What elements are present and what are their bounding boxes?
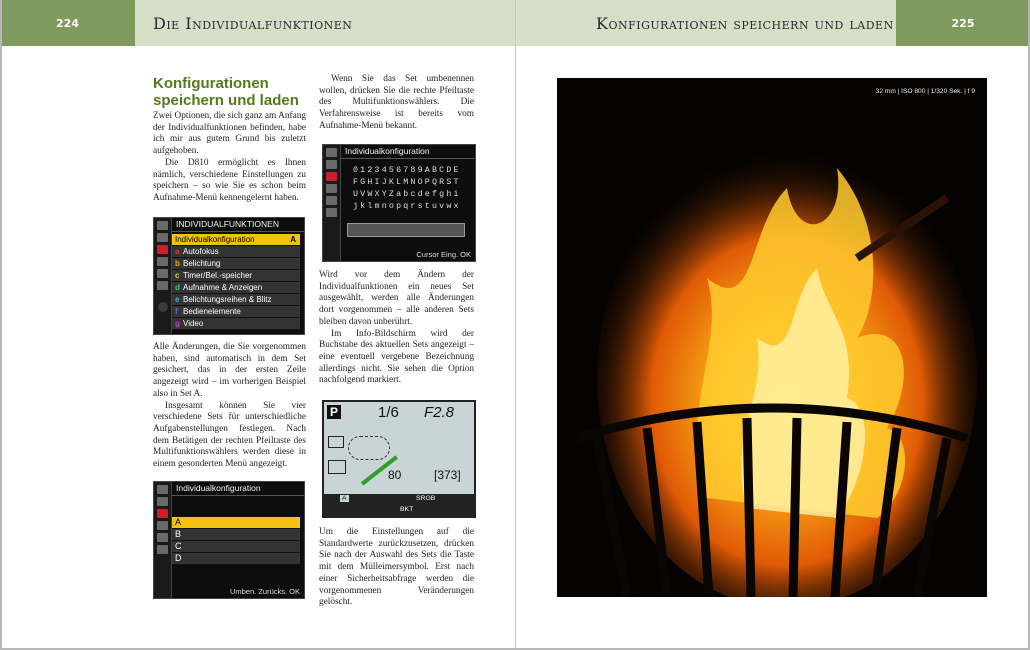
text-column-2-end: [319, 527, 474, 609]
paragraph: Die D810 ermöglicht es Ihnen nämlich, verschiedene Einstellungen zu speichern – so wie Sie es schon beim Aufnahme-Menü kennengelernt haben.: [153, 157, 306, 203]
retouch-icon: [326, 196, 337, 205]
my-menu-icon: [157, 545, 168, 554]
wrench-icon: [326, 184, 337, 193]
wrench-icon: [157, 257, 168, 266]
menu-item-label: Timer/Bel.-speicher: [183, 271, 253, 280]
playback-icon: [326, 148, 337, 157]
menu-item-label: Autofokus: [183, 247, 219, 256]
my-menu-icon: [157, 281, 168, 290]
fire-basket-photo: [557, 78, 987, 597]
screen-title: Individualkonfiguration: [341, 145, 475, 159]
menu-item-label: Video: [183, 319, 204, 328]
paragraph: Wird vor dem Ändern der Individualfunktionen ein neues Set ausgewählt, werden alle Änderungen dort vorgenommen – alle anderen Sets bleiben davon unberührt.: [319, 270, 474, 327]
set-item-a[interactable]: A: [172, 517, 300, 529]
playback-icon: [157, 485, 168, 494]
flame-illustration: [557, 78, 987, 597]
frames-remaining: [373]: [434, 468, 461, 482]
af-area-icon: [328, 460, 346, 474]
menu-tab-sidebar: [154, 482, 172, 598]
set-item-d[interactable]: D: [172, 553, 300, 565]
character-row[interactable]: UVWXYZabcdefghi: [353, 190, 461, 199]
character-row[interactable]: jklmnopqrstuvwx: [353, 202, 461, 211]
pencil-icon: [157, 245, 168, 254]
paragraph: Alle Änderungen, die Sie vorgenommen haben, sind automatisch in dem Set gesichert, das in der ersten Zeile angezeigt wird – im vorherigen Beispiel also in Set A.: [153, 342, 306, 399]
menu-tab-sidebar: [323, 145, 341, 261]
iso-value: 80: [388, 468, 402, 482]
retouch-icon: [157, 533, 168, 542]
camera-icon: [157, 233, 168, 242]
page-number-right: 225: [896, 0, 1030, 46]
menu-title: INDIVIDUALFUNKTIONEN: [172, 218, 304, 232]
metering-icon: [348, 436, 390, 460]
menu-letter: c: [175, 271, 180, 280]
camera-icon: [157, 497, 168, 506]
right-page: [516, 0, 1030, 650]
help-icon: [158, 302, 168, 312]
info-display-screen: [322, 400, 476, 518]
color-space: SRGB: [416, 495, 436, 502]
paragraph: Wenn Sie das Set umbenennen wollen, drücken Sie die rechte Pfeiltaste des Multifunktionswählers. Die Verfahrensweise ist bereits vom Aufnahme-Menü bekannt.: [319, 74, 474, 131]
menu-letter: g: [175, 319, 180, 328]
screen-footer-hints: Cursor Eing. OK: [416, 250, 471, 259]
paragraph: Um die Einstellungen auf die Standardwerte zurückzusetzen, drücken Sie nach der Auswahl des Sets die Taste mit dem Mülleimersymbol. Erst nach einer Sicherheitsabfrage werden die vorgenommenen Veränderungen gelöscht.: [319, 527, 474, 608]
menu-item-aufnahme[interactable]: [172, 282, 300, 294]
bracketing-label: BKT: [400, 506, 414, 513]
paragraph: Insgesamt können Sie vier verschiedene Sets für unterschiedliche Aufgabenstellungen festlegen. Nach dem Betätigen der rechten Pfeiltaste des Multifunktionswählers werden diese in einem gesonderten Menü angezeigt.: [153, 400, 306, 470]
menu-item-label: Bedienelemente: [183, 307, 241, 316]
menu-item-individualkonfiguration[interactable]: [172, 234, 300, 246]
menu-item-label: Belichtungsreihen & Blitz: [183, 295, 272, 304]
menu-item-autofokus[interactable]: [172, 246, 300, 258]
paragraph: Im Info-Bildschirm wird der Buchstabe des aktuellen Sets angezeigt – eine eventuell vergebene Bezeichnung allerdings nicht. Sie sehen die Option nachfolgend markiert.: [319, 328, 474, 386]
photo-exif-caption: 32 mm | ISO 800 | 1/320 Sek. | f 9: [875, 88, 975, 95]
text-column-1-continued: [153, 342, 306, 471]
playback-icon: [157, 221, 168, 230]
section-heading: Konfigurationen speichern und laden: [153, 75, 299, 109]
character-row[interactable]: FGHIJKLMNOPQRST: [353, 178, 461, 187]
text-column-1: [153, 76, 306, 205]
menu-item-label: Belichtung: [183, 259, 221, 268]
set-item-b[interactable]: B: [172, 529, 300, 541]
set-item-c[interactable]: C: [172, 541, 300, 553]
camera-icon: [326, 160, 337, 169]
wrench-icon: [157, 521, 168, 530]
menu-item-bedienelemente[interactable]: [172, 306, 300, 318]
my-menu-icon: [326, 208, 337, 217]
screen-title: Individualkonfiguration: [172, 482, 304, 496]
menu-letter: e: [175, 295, 180, 304]
retouch-icon: [157, 269, 168, 278]
screen-footer-hints: Umben. Zurücks. OK: [229, 587, 300, 596]
page-number-left: 224: [0, 0, 135, 46]
menu-letter: b: [175, 259, 180, 268]
menu-item-label: Individualkonfiguration: [175, 235, 255, 244]
menu-item-video[interactable]: [172, 318, 300, 330]
character-row[interactable]: 0123456789ABCDE: [353, 166, 461, 175]
pencil-icon: [326, 172, 337, 181]
menu-item-timer[interactable]: [172, 270, 300, 282]
running-title-left: Die Individualfunktionen: [135, 0, 515, 46]
text-column-2-continued: [319, 270, 474, 387]
menu-letter: f: [175, 307, 178, 316]
menu-tab-sidebar: [154, 218, 172, 334]
name-entry-field[interactable]: [347, 223, 465, 237]
info-bottom-bar: [324, 494, 474, 516]
aperture: F2.8: [424, 404, 455, 421]
set-selection-screen: [153, 481, 305, 599]
menu-letter: d: [175, 283, 180, 292]
set-tag: A: [290, 235, 296, 244]
pencil-icon: [157, 509, 168, 518]
page-edge: [0, 0, 2, 650]
active-set-letter: A: [342, 495, 347, 502]
individualfunktionen-menu-screen: [153, 217, 305, 335]
paragraph: Zwei Optionen, die sich ganz am Anfang der Individualfunktionen befinden, habe ich mir aus gutem Grund bis zuletzt aufgehoben.: [153, 111, 306, 157]
rename-keyboard-screen: [322, 144, 476, 262]
running-title-right: Konfigurationen speichern und laden: [516, 0, 896, 46]
image-area-icon: [328, 436, 344, 448]
menu-letter: a: [175, 247, 180, 256]
menu-item-label: Aufnahme & Anzeigen: [183, 283, 263, 292]
menu-item-belichtung[interactable]: [172, 258, 300, 270]
exposure-mode: P: [327, 405, 341, 419]
menu-item-belichtungsreihen[interactable]: [172, 294, 300, 306]
text-column-2: [319, 74, 474, 133]
shutter-speed: 1/6: [378, 404, 399, 421]
